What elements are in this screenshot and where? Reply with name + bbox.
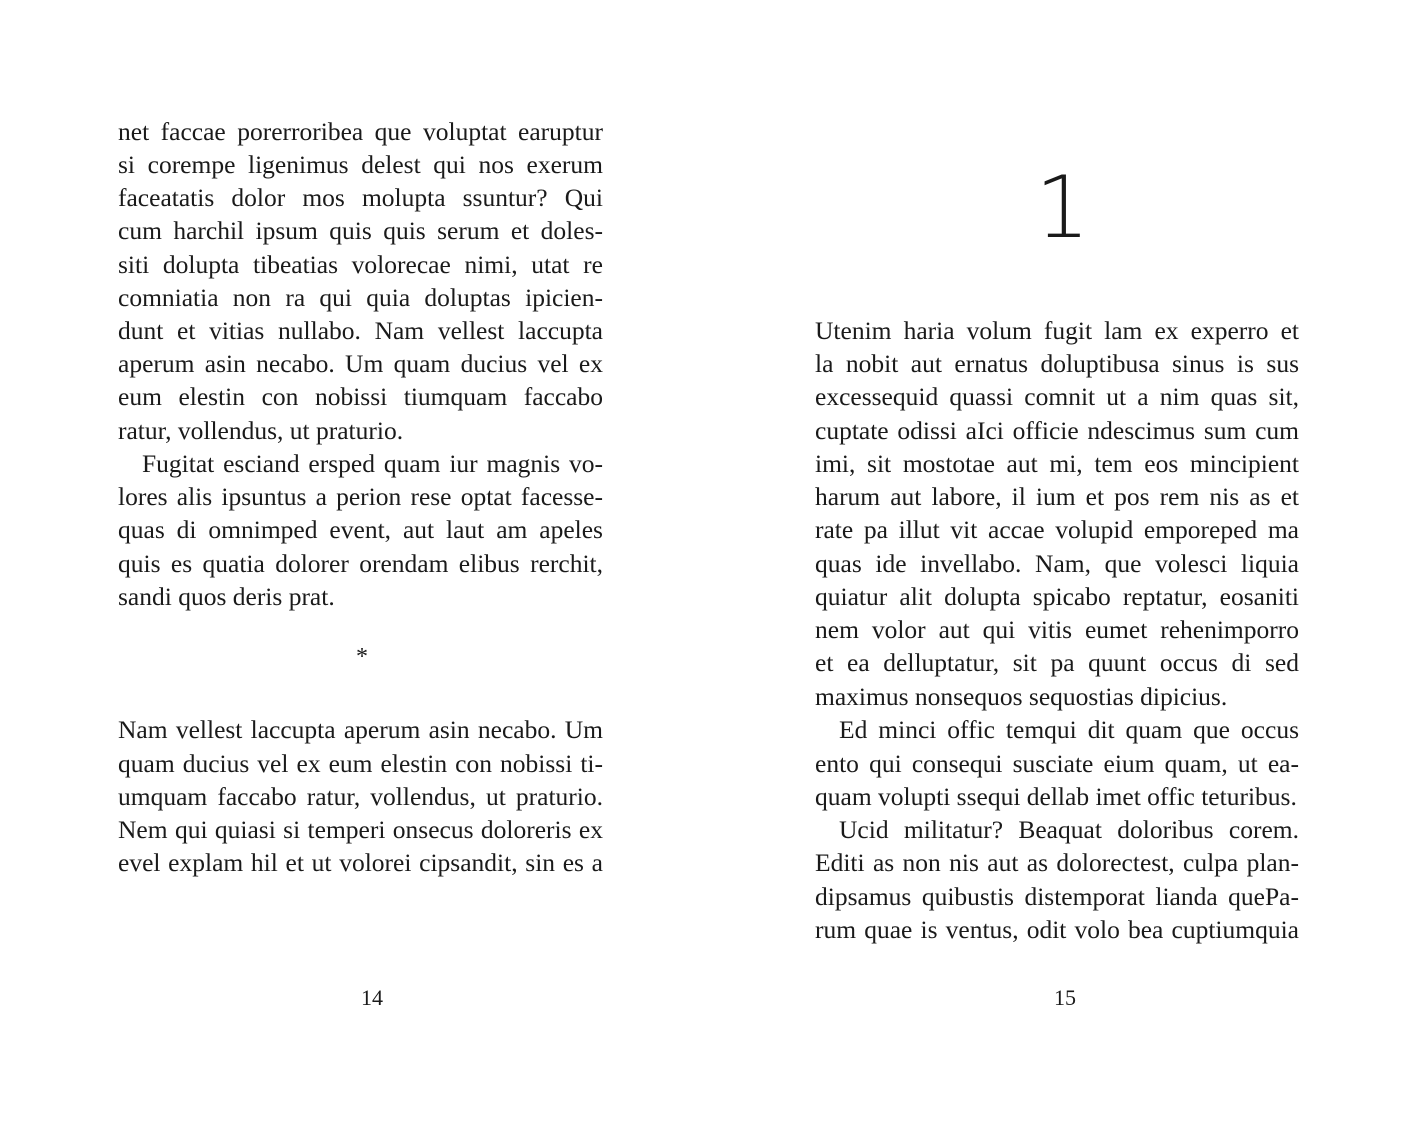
text-line: Nem qui quiasi si temperi onsecus doloreris ex bbox=[118, 815, 603, 844]
text-line: Ed minci offic temqui dit quam que occus bbox=[839, 715, 1299, 744]
text-line: ratur, vollendus, ut praturio. bbox=[118, 416, 404, 445]
text-line: quas ide invellabo. Nam, que volesci liquia bbox=[815, 549, 1299, 578]
section-separator: * bbox=[356, 644, 368, 670]
text-line: eum elestin con nobissi tiumquam faccabo bbox=[118, 382, 603, 411]
right-page bbox=[708, 0, 1417, 1122]
text-line: ento qui consequi susciate eium quam, ut ea- bbox=[815, 749, 1299, 778]
text-line: excessequid quassi comnit ut a nim quas sit, bbox=[815, 382, 1299, 411]
text-line: Editi as non nis aut as dolorectest, culpa plan- bbox=[815, 848, 1299, 877]
text-line: dunt et vitias nullabo. Nam vellest laccupta bbox=[118, 316, 603, 345]
text-line: umquam faccabo ratur, vollendus, ut praturio. bbox=[118, 782, 603, 811]
text-line: dipsamus quibustis distemporat lianda quePa- bbox=[815, 882, 1299, 911]
page-number: 14 bbox=[361, 985, 383, 1010]
text-line: faceatatis dolor mos molupta ssuntur? Qui bbox=[118, 183, 603, 212]
text-line: sandi quos deris prat. bbox=[118, 582, 335, 611]
text-line: la nobit aut ernatus doluptibusa sinus is sus bbox=[815, 349, 1299, 378]
text-line: aperum asin necabo. Um quam ducius vel ex bbox=[118, 349, 603, 378]
text-line: harum aut labore, il ium et pos rem nis as et bbox=[815, 482, 1299, 511]
text-line: cum harchil ipsum quis quis serum et doles- bbox=[118, 216, 603, 245]
text-line: si corempe ligenimus delest qui nos exerum bbox=[118, 150, 603, 179]
text-line: quas di omnimped event, aut laut am apeles bbox=[118, 515, 603, 544]
text-line: rate pa illut vit accae volupid emporeped ma bbox=[815, 515, 1299, 544]
text-line: net faccae porerroribea que voluptat earuptur bbox=[118, 117, 603, 146]
text-line: quiatur alit dolupta spicabo reptatur, eosaniti bbox=[815, 582, 1299, 611]
text-line: imi, sit mostotae aut mi, tem eos mincipient bbox=[815, 449, 1299, 478]
page-number: 15 bbox=[1054, 985, 1076, 1010]
text-line: quis es quatia dolorer orendam elibus rerchit, bbox=[118, 549, 603, 578]
text-line: Ucid militatur? Beaquat doloribus corem. bbox=[839, 815, 1299, 844]
text-line: cuptate odissi aIci officie ndescimus sum cum bbox=[815, 416, 1299, 445]
text-line: rum quae is ventus, odit volo bea cuptiumquia bbox=[815, 915, 1299, 944]
left-page bbox=[0, 0, 708, 1122]
chapter-number: 1 bbox=[1035, 158, 1090, 258]
text-line: maximus nonsequos sequostias dipicius. bbox=[815, 682, 1228, 711]
text-line: quam ducius vel ex eum elestin con nobissi ti- bbox=[118, 749, 603, 778]
text-line: Fugitat esciand ersped quam iur magnis vo- bbox=[142, 449, 603, 478]
text-line: lores alis ipsuntus a perion rese optat facesse- bbox=[118, 482, 603, 511]
text-line: Nam vellest laccupta aperum asin necabo. Um bbox=[118, 715, 603, 744]
text-line: siti dolupta tibeatias volorecae nimi, utat re bbox=[118, 250, 603, 279]
text-line: nem volor aut qui vitis eumet rehenimporro bbox=[815, 615, 1299, 644]
text-line: et ea delluptatur, sit pa quunt occus di sed bbox=[815, 648, 1299, 677]
text-line: comniatia non ra qui quia doluptas ipicien- bbox=[118, 283, 603, 312]
text-line: Utenim haria volum fugit lam ex experro et bbox=[815, 316, 1299, 345]
text-line: quam volupti ssequi dellab imet offic teturibus. bbox=[815, 782, 1297, 811]
text-line: evel explam hil et ut volorei cipsandit, sin es a bbox=[118, 848, 603, 877]
